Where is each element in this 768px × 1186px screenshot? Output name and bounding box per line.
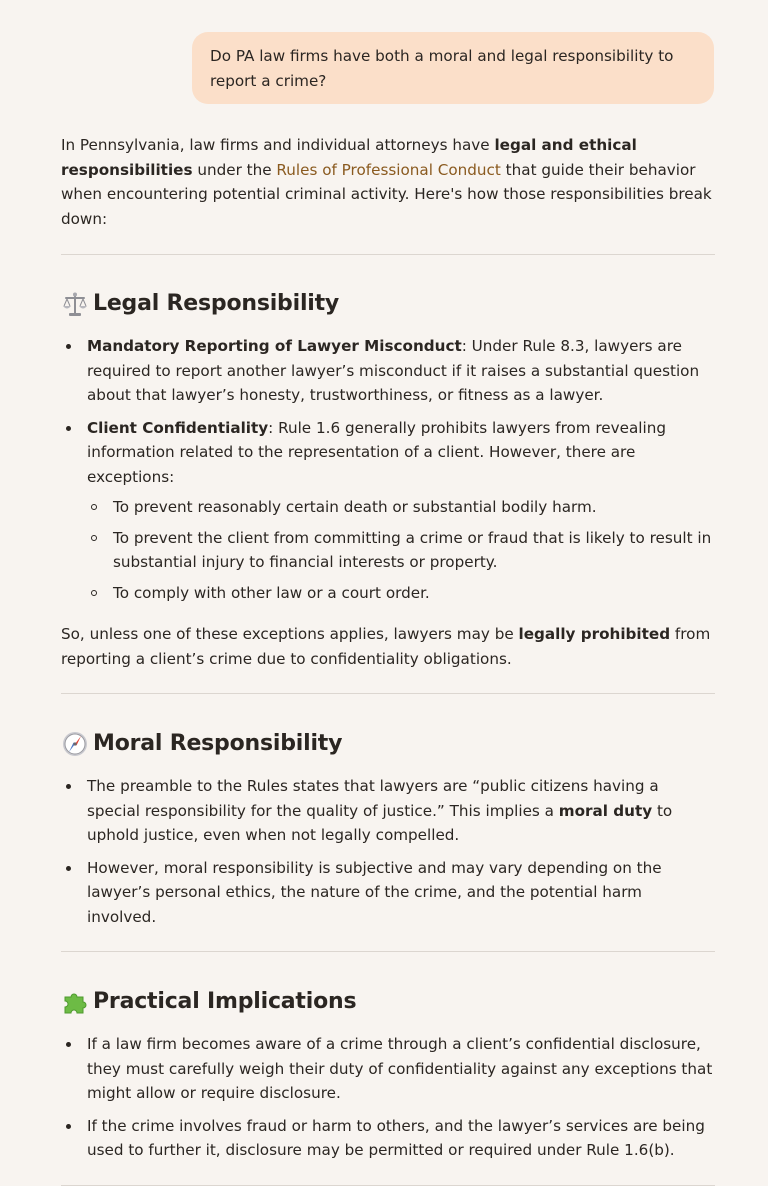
- practical-heading: [61, 987, 715, 1017]
- legal-summary: [61, 622, 715, 671]
- list-item: [61, 856, 715, 930]
- moral-heading-text: Moral Responsibility: [93, 731, 343, 756]
- practical-heading-text: Practical Implications: [93, 989, 357, 1014]
- list-item: To prevent reasonably certain death or substantial bodily harm.: [87, 495, 715, 520]
- user-message-bubble: [192, 32, 714, 104]
- divider: [61, 951, 715, 952]
- legal-list: [61, 334, 715, 605]
- list-item-text: : Under Rule 8.3, lawyers are required to report another lawyer’s misconduct if it raises a substantial question about that lawyer’s honesty, trustworthiness, or fitness as a lawyer.: [87, 337, 700, 404]
- list-item-bold: moral duty: [558, 801, 653, 820]
- divider: [61, 693, 715, 694]
- list-item-bold: Client Confidentiality: [87, 418, 269, 437]
- divider: [61, 1185, 715, 1186]
- list-item: To prevent the client from committing a crime or fraud that is likely to result in substantial injury to financial interests or property.: [87, 526, 715, 575]
- list-item: [61, 416, 715, 606]
- intro-text-3: that guide their behavior when encountering potential criminal activity. Here's how those responsibilities break down:: [61, 160, 712, 228]
- puzzle-icon: [61, 988, 89, 1016]
- list-item-text: However, moral responsibility is subjective and may vary depending on the lawyer’s personal ethics, the nature of the crime, and the potential harm involved.: [87, 858, 662, 926]
- moral-list: [61, 774, 715, 929]
- list-item-text: : Rule 1.6 generally prohibits lawyers from revealing information related to the representation of a client. However, there are exceptions:: [87, 418, 666, 486]
- compass-icon: [61, 730, 89, 758]
- summary-bold: legally prohibited: [518, 625, 671, 643]
- divider: [61, 254, 715, 255]
- scales-icon: [61, 290, 89, 318]
- legal-heading: [61, 289, 715, 319]
- exceptions-list: [87, 495, 715, 605]
- intro-text-1: In Pennsylvania, law firms and individual attorneys have: [61, 136, 495, 154]
- list-item-text: to uphold justice, even when not legally compelled.: [87, 801, 673, 844]
- list-item: [61, 774, 715, 848]
- assistant-response: [61, 133, 715, 1186]
- list-item-bold: Mandatory Reporting of Lawyer Misconduct: [87, 337, 462, 355]
- moral-heading: [61, 729, 715, 759]
- intro-text-2: under the: [192, 160, 277, 179]
- practical-list: [61, 1032, 715, 1163]
- list-item: If a law firm becomes aware of a crime through a client’s confidential disclosure, they must carefully weigh their duty of confidentiality against any exceptions that might allow or require disclosure.: [61, 1032, 715, 1106]
- list-item: To comply with other law or a court order.: [87, 581, 715, 606]
- list-item-text: The preamble to the Rules states that lawyers are “public citizens having a special responsibility for the quality of justice.” This implies a: [87, 777, 659, 820]
- summary-text-2: from reporting a client’s crime due to confidentiality obligations.: [61, 625, 711, 668]
- user-message-text: Do PA law firms have both a moral and legal responsibility to report a crime?: [210, 47, 674, 90]
- summary-text-1: So, unless one of these exceptions applies, lawyers may be: [61, 625, 519, 643]
- list-item: If the crime involves fraud or harm to others, and the lawyer’s services are being used to further it, disclosure may be permitted or required under Rule 1.6(b).: [61, 1114, 715, 1163]
- rules-link[interactable]: Rules of Professional Conduct: [276, 160, 501, 179]
- intro-bold-1: legal and ethical responsibilities: [61, 136, 637, 179]
- list-item: [61, 334, 715, 408]
- intro-paragraph: [61, 133, 715, 231]
- legal-heading-text: Legal Responsibility: [93, 291, 340, 316]
